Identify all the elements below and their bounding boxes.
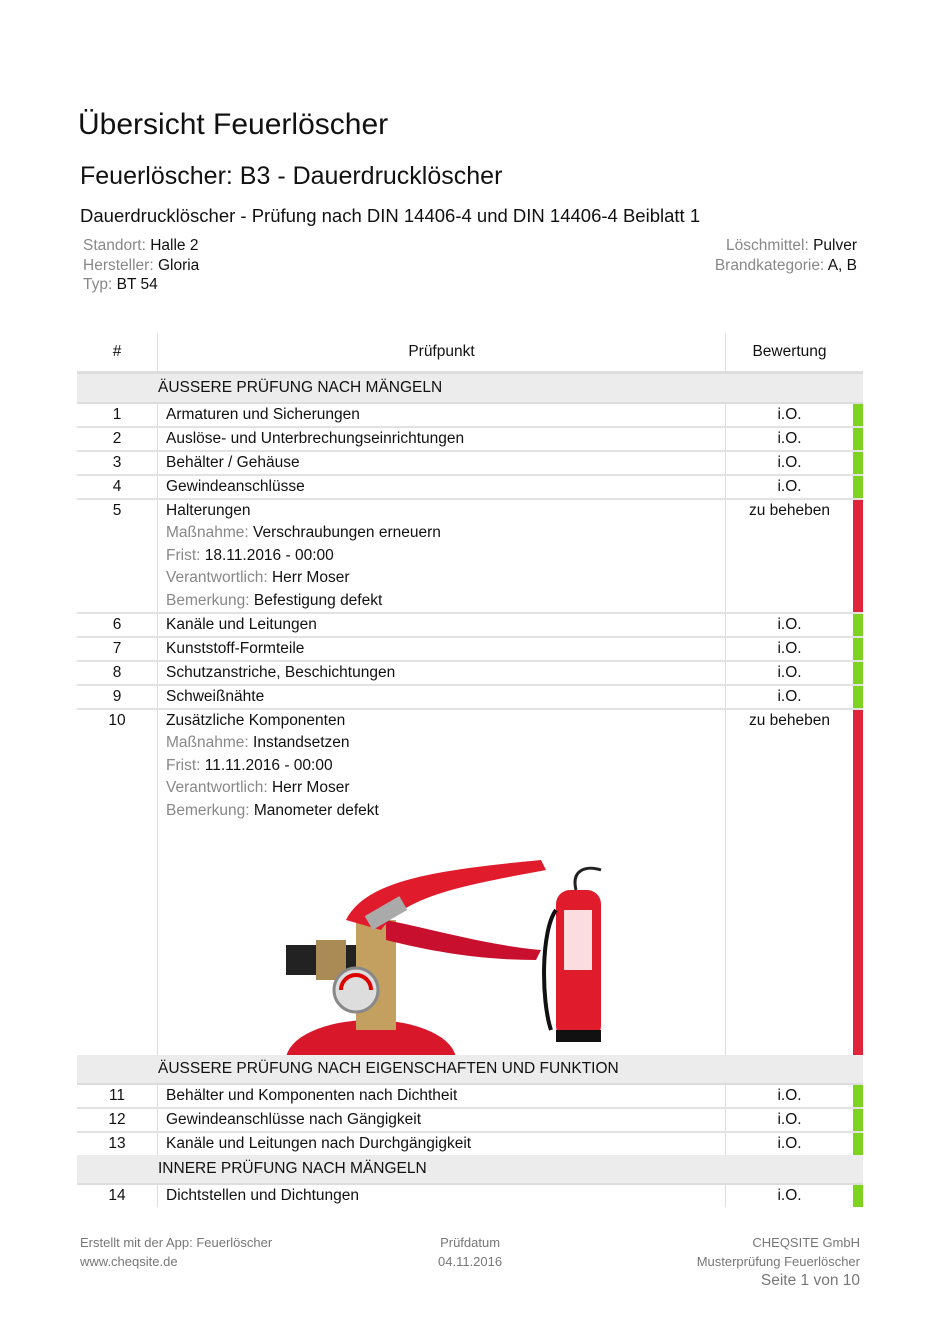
row-number: 2	[77, 427, 158, 451]
detail-line: Verantwortlich: Herr Moser	[166, 569, 350, 586]
rating-cell: i.O.	[726, 1132, 854, 1155]
checkpoint-text: Halterungen	[166, 502, 251, 519]
rating-cell: i.O.	[726, 1184, 854, 1207]
inspection-table	[77, 333, 863, 1207]
checkpoint-cell	[158, 637, 726, 661]
rating-cell: i.O.	[726, 613, 854, 637]
checkpoint-text: Auslöse- und Unterbrechungseinrichtungen	[166, 430, 465, 447]
checkpoint-cell	[158, 709, 726, 1055]
section-row	[77, 373, 863, 404]
checkpoint-cell	[158, 613, 726, 637]
table-row	[77, 709, 863, 1055]
rating-cell: i.O.	[726, 1108, 854, 1132]
status-indicator-fix	[853, 709, 863, 1055]
detail-line: Verantwortlich: Herr Moser	[166, 779, 350, 796]
checkpoint-text: Schweißnähte	[166, 688, 265, 705]
status-indicator-ok	[853, 1084, 863, 1108]
status-indicator-ok	[853, 1108, 863, 1132]
row-number: 3	[77, 451, 158, 475]
checkpoint-cell	[158, 1184, 726, 1207]
checkpoint-cell	[158, 661, 726, 685]
checkpoint-cell	[158, 427, 726, 451]
checkpoint-text: Schutzanstriche, Beschichtungen	[166, 664, 396, 681]
row-number: 8	[77, 661, 158, 685]
table-row	[77, 685, 863, 709]
table-row	[77, 403, 863, 427]
row-number: 11	[77, 1084, 158, 1108]
meta-agent: Löschmittel: Pulver	[726, 237, 857, 254]
header-checkpoint: Prüfpunkt	[158, 333, 726, 373]
status-indicator-ok	[853, 685, 863, 709]
rating-cell: i.O.	[726, 427, 854, 451]
table-row	[77, 475, 863, 499]
status-indicator-ok	[853, 637, 863, 661]
status-indicator-ok	[853, 1184, 863, 1207]
header-number: #	[77, 333, 158, 373]
status-indicator-ok	[853, 427, 863, 451]
header-rating: Bewertung	[726, 333, 854, 373]
row-number: 13	[77, 1132, 158, 1155]
section-row	[77, 1055, 863, 1084]
checkpoint-cell	[158, 475, 726, 499]
rating-cell: zu beheben	[726, 499, 854, 613]
detail-line: Maßnahme: Verschraubungen erneuern	[166, 524, 441, 541]
row-number: 5	[77, 499, 158, 613]
section-title: ÄUSSERE PRÜFUNG NACH EIGENSCHAFTEN UND FUNKTION	[77, 1055, 863, 1084]
rating-cell: i.O.	[726, 685, 854, 709]
website-link[interactable]: www.cheqsite.de	[80, 1254, 178, 1269]
row-number: 9	[77, 685, 158, 709]
table-row	[77, 499, 863, 613]
section-title: ÄUSSERE PRÜFUNG NACH MÄNGELN	[77, 373, 863, 404]
rating-cell: zu beheben	[726, 709, 854, 1055]
row-number: 10	[77, 709, 158, 1055]
section-title: INNERE PRÜFUNG NACH MÄNGELN	[77, 1155, 863, 1184]
meta-left	[83, 236, 199, 295]
checkpoint-text: Dichtstellen und Dichtungen	[166, 1187, 360, 1204]
row-number: 1	[77, 403, 158, 427]
detail-line: Bemerkung: Befestigung defekt	[166, 591, 383, 609]
detail-line: Maßnahme: Instandsetzen	[166, 734, 350, 751]
meta-manufacturer: Hersteller: Gloria	[83, 256, 200, 274]
checkpoint-text: Kanäle und Leitungen nach Durchgängigkeit	[166, 1135, 472, 1152]
status-indicator-ok	[853, 613, 863, 637]
detail-line: Bemerkung: Manometer defekt	[166, 801, 379, 819]
meta-location: Standort: Halle 2	[83, 237, 199, 254]
row-number: 6	[77, 613, 158, 637]
checkpoint-cell	[158, 451, 726, 475]
status-indicator-ok	[853, 1132, 863, 1155]
rating-cell: i.O.	[726, 1084, 854, 1108]
checkpoint-text: Gewindeanschlüsse	[166, 478, 305, 495]
table-row	[77, 1132, 863, 1155]
table-row	[77, 1184, 863, 1207]
checkpoint-text: Gewindeanschlüsse nach Gängigkeit	[166, 1111, 422, 1128]
checkpoint-text: Zusätzliche Komponenten	[166, 712, 346, 729]
status-indicator-ok	[853, 475, 863, 499]
meta-right	[715, 236, 857, 275]
table-row	[77, 637, 863, 661]
status-indicator-ok	[853, 661, 863, 685]
detail-line: Frist: 11.11.2016 - 00:00	[166, 756, 333, 774]
page-number: Seite 1 von 10	[760, 1272, 860, 1289]
checkpoint-cell	[158, 685, 726, 709]
fire-extinguisher-image	[286, 850, 606, 1055]
checkpoint-text: Behälter und Komponenten nach Dichtheit	[166, 1087, 458, 1104]
meta-type: Typ: BT 54	[83, 276, 158, 293]
rating-cell: i.O.	[726, 637, 854, 661]
checkpoint-text: Behälter / Gehäuse	[166, 454, 300, 471]
checkpoint-cell	[158, 499, 726, 613]
rating-cell: i.O.	[726, 451, 854, 475]
table-row	[77, 661, 863, 685]
checkpoint-text: Kanäle und Leitungen	[166, 616, 317, 633]
table-row	[77, 451, 863, 475]
checkpoint-cell	[158, 1132, 726, 1155]
rating-cell: i.O.	[726, 475, 854, 499]
checkpoint-text: Kunststoff-Formteile	[166, 640, 305, 657]
row-number: 14	[77, 1184, 158, 1207]
detail-line: Frist: 18.11.2016 - 00:00	[166, 546, 334, 564]
status-indicator-ok	[853, 403, 863, 427]
row-number: 7	[77, 637, 158, 661]
row-number: 4	[77, 475, 158, 499]
inspection-description: Dauerdrucklöscher - Prüfung nach DIN 14406-4 und DIN 14406-4 Beiblatt 1	[80, 205, 701, 226]
checkpoint-cell	[158, 403, 726, 427]
checkpoint-text: Armaturen und Sicherungen	[166, 406, 360, 423]
status-indicator-fix	[853, 499, 863, 613]
status-indicator-ok	[853, 451, 863, 475]
table-row	[77, 1108, 863, 1132]
table-row	[77, 427, 863, 451]
footer-left: Erstellt mit der App: Feuerlöscher www.cheqsite.de	[80, 1235, 273, 1269]
rating-cell: i.O.	[726, 403, 854, 427]
row-number: 12	[77, 1108, 158, 1132]
page-title: Übersicht Feuerlöscher	[78, 108, 389, 141]
footer-center: Prüfdatum 04.11.2016	[438, 1235, 503, 1269]
checkpoint-cell	[158, 1108, 726, 1132]
footer-right: CHEQSITE GmbH Musterprüfung Feuerlöscher	[696, 1235, 860, 1269]
rating-cell: i.O.	[726, 661, 854, 685]
extinguisher-title: Feuerlöscher: B3 - Dauerdrucklöscher	[80, 162, 503, 190]
table-row	[77, 1084, 863, 1108]
section-row	[77, 1155, 863, 1184]
table-row	[77, 613, 863, 637]
checkpoint-cell	[158, 1084, 726, 1108]
meta-fire-class: Brandkategorie: A, B	[714, 256, 857, 274]
